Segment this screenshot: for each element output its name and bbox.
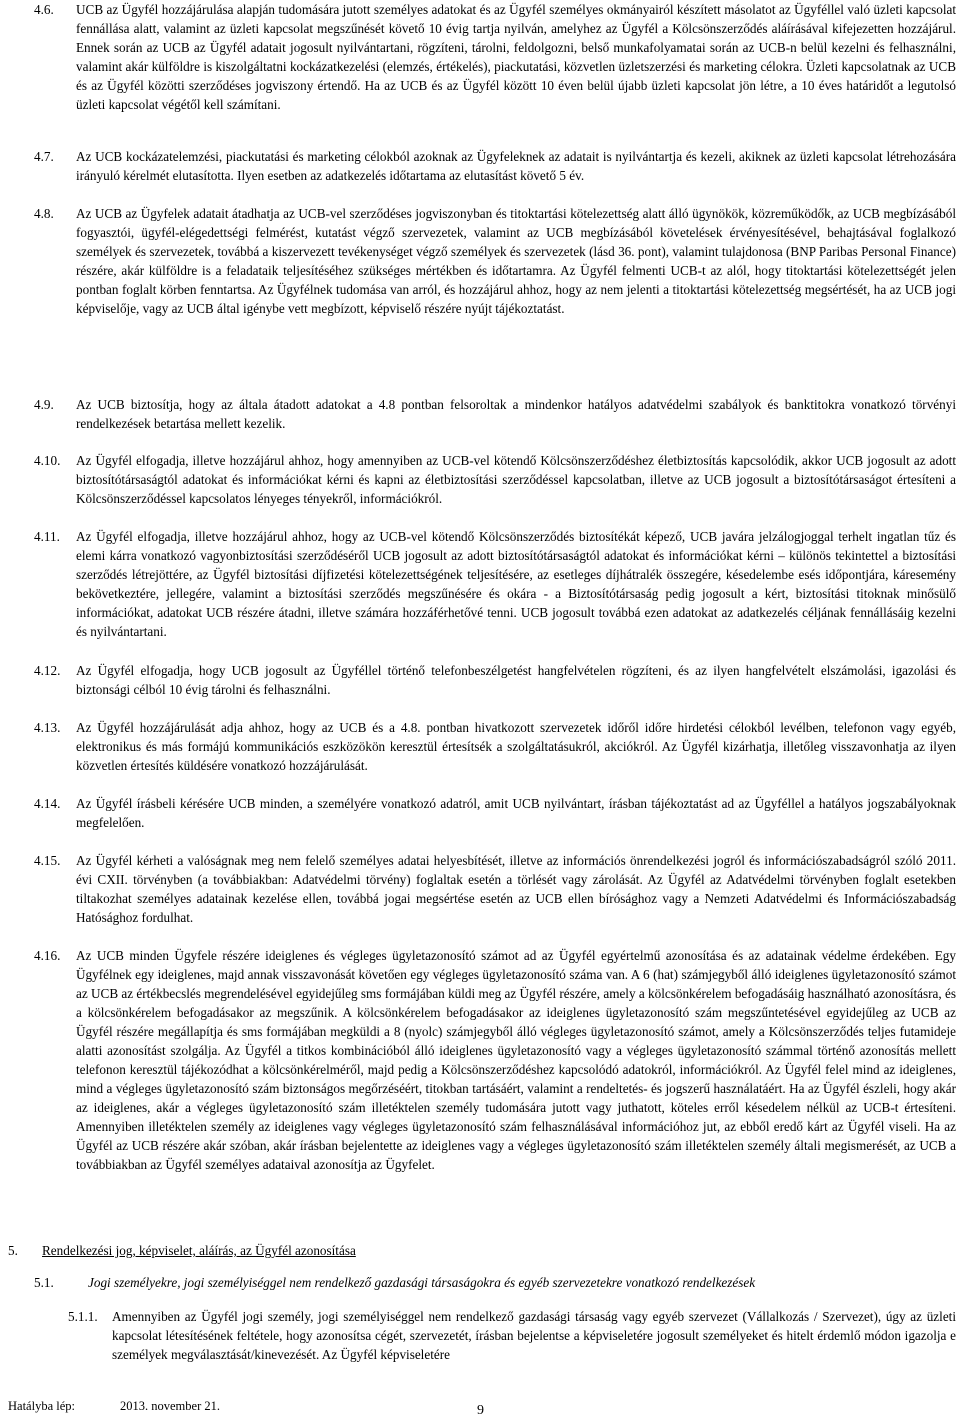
- paragraph-text: Az UCB az Ügyfelek adatait átadhatja az UCB-vel szerződéses jogviszonyban és titoktartási kötelezettség alatt álló ügynökök, közreműködők, az UCB megbízásából fogyasztói, ügyfél-elégedettségi felmérést, kutatást végző szervezetek, valamint az UCB megbízásából követelések érvényesítésével, behajtásával foglalkozó személyek és szervezetek, továbbá a kiszervezett tevékenységet végző személyek és szervezetek (lásd 36. pont), valamint tulajdonosa (BNP Paribas Personal Finance) részére, akár külföldre is a feladataik teljesítéséhez szükséges mértékben és időtartamra. Az Ügyfél felmenti UCB-t az alól, hogy titoktartási kötelezettségét jelen pontban foglalt körben fenntartsa. Az Ügyfélnek tudomása van arról, és hozzájárul ahhoz, hogy az nem jelenti a titoktartási kötelezettség megsértését, ha az UCB jogi képviselője, vagy az UCB által igénybe vett megbízott, képviselő részére nyújt tájékoztatást.: [76, 206, 956, 316]
- paragraph-4-9: [34, 395, 956, 433]
- paragraph-text: Az Ügyfél hozzájárulását adja ahhoz, hogy az UCB és a 4.8. pontban hivatkozott szervezetek időről időre hirdetési célokból levélben, telefonon vagy egyéb, elektronikus és más formájú kommunikációs eszközökön keresztül értesítsék a szolgáltatásukról, akciókról. Az Ügyfél kizárhatja, illetőleg visszavonhatja az ilyen közvetlen értesítés küldésére vonatkozó hozzájárulását.: [76, 720, 956, 773]
- paragraph-4-11: [34, 527, 956, 641]
- paragraph-number: 4.14.: [34, 796, 61, 811]
- paragraph-text: Az Ügyfél elfogadja, hogy UCB jogosult az Ügyféllel történő telefonbeszélgetést hangfelvételen rögzíteni, és az ilyen hangfelvételt elszámolási, igazolási és biztonsági célból 10 évig tárolni és felhasználni.: [76, 663, 956, 697]
- paragraph-text: Amennyiben az Ügyfél jogi személy, jogi személyiséggel nem rendelkező gazdasági társaság vagy egyéb szervezet (Vállalkozás / Szervezet), úgy az üzleti kapcsolat létesítésének feltétele, hogy azonosítsa cégét, szervezetét, írásban bejelentse a képviseletére jogosult személyeket és hitelt érdemlő módon igazolja e személyek megválasztását/kinevezését. Az Ügyfél képviseletére: [112, 1309, 956, 1362]
- paragraph-4-8: [34, 204, 956, 318]
- paragraph-4-7: [34, 147, 956, 185]
- effective-date: 2013. november 21.: [120, 1399, 220, 1413]
- paragraph-text: Az Ügyfél elfogadja, illetve hozzájárul ahhoz, hogy az UCB-vel kötendő Kölcsönszerződés biztosítékát képező, UCB javára jelzálogjoggal terhelt ingatlan tűz és elemi kárra vonatkozó vagyonbiztosítási szerződéséről UCB jogosult az adott biztosítótársaságtól adatokat és információkat kérni – különös tekintettel a biztosítási szerződés létrejöttére, az Ügyfél biztosítási díjfizetési kötelezettségének teljesítésére, az esetleges díjhátralék összegére, késedelembe esés időpontjára, káresemény bekövetkeztére, jellegére, valamint a biztosítási szerződés megszűnésére és okára - a Biztosítótársaság pedig jogosult a kért, biztosítási titoknak minősülő információkat, adatokat UCB részére átadni, illetve számára hozzáférhetővé tenni. UCB jogosult továbbá ezen adatokat az adatkezelés céljának fennállásáig kezelni és nyilvántartani.: [76, 529, 956, 639]
- paragraph-text: Az UCB minden Ügyfele részére ideiglenes és végleges ügyletazonosító számot ad az Ügyfél egyértelmű azonosítása és az adatainak védelme érdekében. Egy Ügyfélnek egy ideiglenes, majd annak visszavonását követően egy végleges ügyletazonosító száma van. A 6 (hat) számjegyből álló ideiglenes ügyletazonosító számot az UCB az értékbecslés megrendelésével egyidejűleg sms formájában küldi meg az Ügyfél részére, amely a kölcsönkérelem befogadásáig használható azonosításra, és a kölcsönkérelem befogadásakor az megszűnik. A kölcsönkérelem befogadásakor az ideiglenes ügyletazonosító szám megszűntetésével egyidejűleg az UCB az Ügyfél részére megállapítja és sms formájában megküldi a 8 (nyolc) számjegyből álló végleges ügyletazonosító számot, amely a Kölcsönszerződés teljes futamideje alatti azonosítást szolgálja. Az Ügyfél a titkos kombinációból álló ideiglenes ügyletazonosító vagy a végleges ügyletazonosító számmal történő azonosítás mellett telefonon keresztül tájékozódhat a kölcsönkérelméről, majd pedig a Kölcsönszerződéshez kapcsolódó adatokról, információkról. Az Ügyfél felel mind az ideiglenes, mind a végleges ügyletazonosító szám biztonságos megőrzéséért, titokban tartásáért, valamint a rendeltetés- és jogszerű használatáért. Ha az Ügyfél észleli, hogy akár az ideiglenes, akár a végleges ügyletazonosító szám illetéktelen személy tudomására jutott vagy juthatott, köteles erről késedelem nélkül az UCB-t értesíteni. Amennyiben illetéktelen személy az ideiglenes vagy végleges ügyletazonosító szám felhasználásával információhoz jut, az ebből eredő kárt az Ügyfél viseli. Ha az Ügyfél az UCB részére akár szóban, akár írásban bejelentette az ideiglenes vagy a végleges ügyletazonosító szám illetéktelen személy általi megismerését, az UCB a továbbiakban az Ügyfél személyes adataival azonosítja az Ügyfelet.: [76, 948, 956, 1172]
- paragraph-text: Az UCB biztosítja, hogy az általa átadott adatokat a 4.8 pontban felsoroltak a mindenkor hatályos adatvédelmi szabályok és banktitokra vonatkozó törvényi rendelkezések betartása mellett kezelik.: [76, 397, 956, 431]
- section-title: Rendelkezési jog, képviselet, aláírás, az Ügyfél azonosítása: [42, 1243, 356, 1258]
- paragraph-number: 4.15.: [34, 853, 61, 868]
- page-number: 9: [477, 1403, 484, 1418]
- paragraph-text: UCB az Ügyfél hozzájárulása alapján tudomására jutott személyes adatokat és az Ügyfél személyes okmányairól készített másolatot az Ügyféllel való üzleti kapcsolat fennállása alatt, valamint az üzleti kapcsolat megszűnését követő 10 évig tartja nyilván, amelyhez az Ügyfél a Kölcsönszerződés aláírásával kifejezetten hozzájárul. Ennek során az UCB az Ügyfél adatait jogosult nyilvántartani, rögzíteni, tárolni, feldolgozni, belső munkafolyamatai során az UCB-n belül kezelni és felhasználni, valamint akár külföldre is kiszolgáltatni kockázatkezelési (elemzés, értékelés), piackutatási, közvetlen üzletszerzési és marketing célokra. Üzleti kapcsolatnak az UCB és az Ügyfél közötti szerződéses jogviszony értendő. Ha az UCB és az Ügyfél között 10 éven belül újabb üzleti kapcsolat jön létre, a 10 éves határidőt a legutolsó üzleti kapcsolat végétől kell számítani.: [76, 2, 956, 112]
- paragraph-number: 4.13.: [34, 720, 61, 735]
- paragraph-4-12: [34, 661, 956, 699]
- paragraph-4-16: [34, 946, 956, 1174]
- paragraph-text: Az Ügyfél írásbeli kérésére UCB minden, a személyére vonatkozó adatról, amit UCB nyilvántart, írásban tájékoztatást ad az Ügyféllel a hatályos jogszabályoknak megfelelően.: [76, 796, 956, 830]
- paragraph-number: 4.16.: [34, 948, 61, 963]
- paragraph-4-13: [34, 718, 956, 775]
- subsection-title: Jogi személyekre, jogi személyiséggel nem rendelkező gazdasági társaságokra és egyéb szervezetekre vonatkozó rendelkezések: [88, 1275, 756, 1290]
- paragraph-number: 4.9.: [34, 397, 54, 412]
- paragraph-4-15: [34, 851, 956, 927]
- effective-date-label: Hatályba lép:: [8, 1399, 75, 1413]
- paragraph-number: 5.1.1.: [68, 1309, 98, 1324]
- paragraph-text: Az UCB kockázatelemzési, piackutatási és marketing célokból azoknak az Ügyfeleknek az adatait is nyilvántartja és kezeli, akiknek az üzleti kapcsolat létrehozására irányuló kérelmét elutasította. Ilyen esetben az adatkezelés időtartama az elutasítást követő 5 év.: [76, 149, 956, 183]
- paragraph-4-10: [34, 451, 956, 508]
- paragraph-5-1-1: [68, 1307, 956, 1364]
- paragraph-number: 4.10.: [34, 453, 61, 468]
- paragraph-number: 4.11.: [34, 529, 60, 544]
- paragraph-text: Az Ügyfél elfogadja, illetve hozzájárul ahhoz, hogy amennyiben az UCB-vel kötendő Kölcsönszerződéshez életbiztosítás kapcsolódik, akkor UCB jogosult az adott biztosítótársaságtól adatokat és információkat kérni és kapni az életbiztosítási szerződéssel kapcsolatban, illetve az UCB jogosult a biztosítótársaságot értesíteni a Kölcsönszerződéssel kapcsolatos lényeges tényekről, információkról.: [76, 453, 956, 506]
- section-number: 5.: [8, 1243, 18, 1258]
- paragraph-number: 4.8.: [34, 206, 54, 221]
- paragraph-number: 4.7.: [34, 149, 54, 164]
- subsection-number: 5.1.: [34, 1275, 54, 1290]
- paragraph-4-6: [34, 0, 956, 114]
- paragraph-number: 4.6.: [34, 2, 54, 17]
- paragraph-number: 4.12.: [34, 663, 61, 678]
- paragraph-text: Az Ügyfél kérheti a valóságnak meg nem felelő személyes adatai helyesbítését, illetve az információs önrendelkezési jogról és információszabadságról szóló 2011. évi CXII. törvényben (a továbbiakban: Adatvédelmi törvény) foglaltak esetén a törlését vagy zárolását. Az Ügyfél az Adatvédelmi törvényben foglalt esetekben tiltakozhat személyes adatainak kezelése ellen, továbbá jogai megsértése esetén az UCB ellen bírósághoz vagy a Nemzeti Adatvédelmi és Információszabadság Hatósághoz fordulhat.: [76, 853, 956, 925]
- paragraph-4-14: [34, 794, 956, 832]
